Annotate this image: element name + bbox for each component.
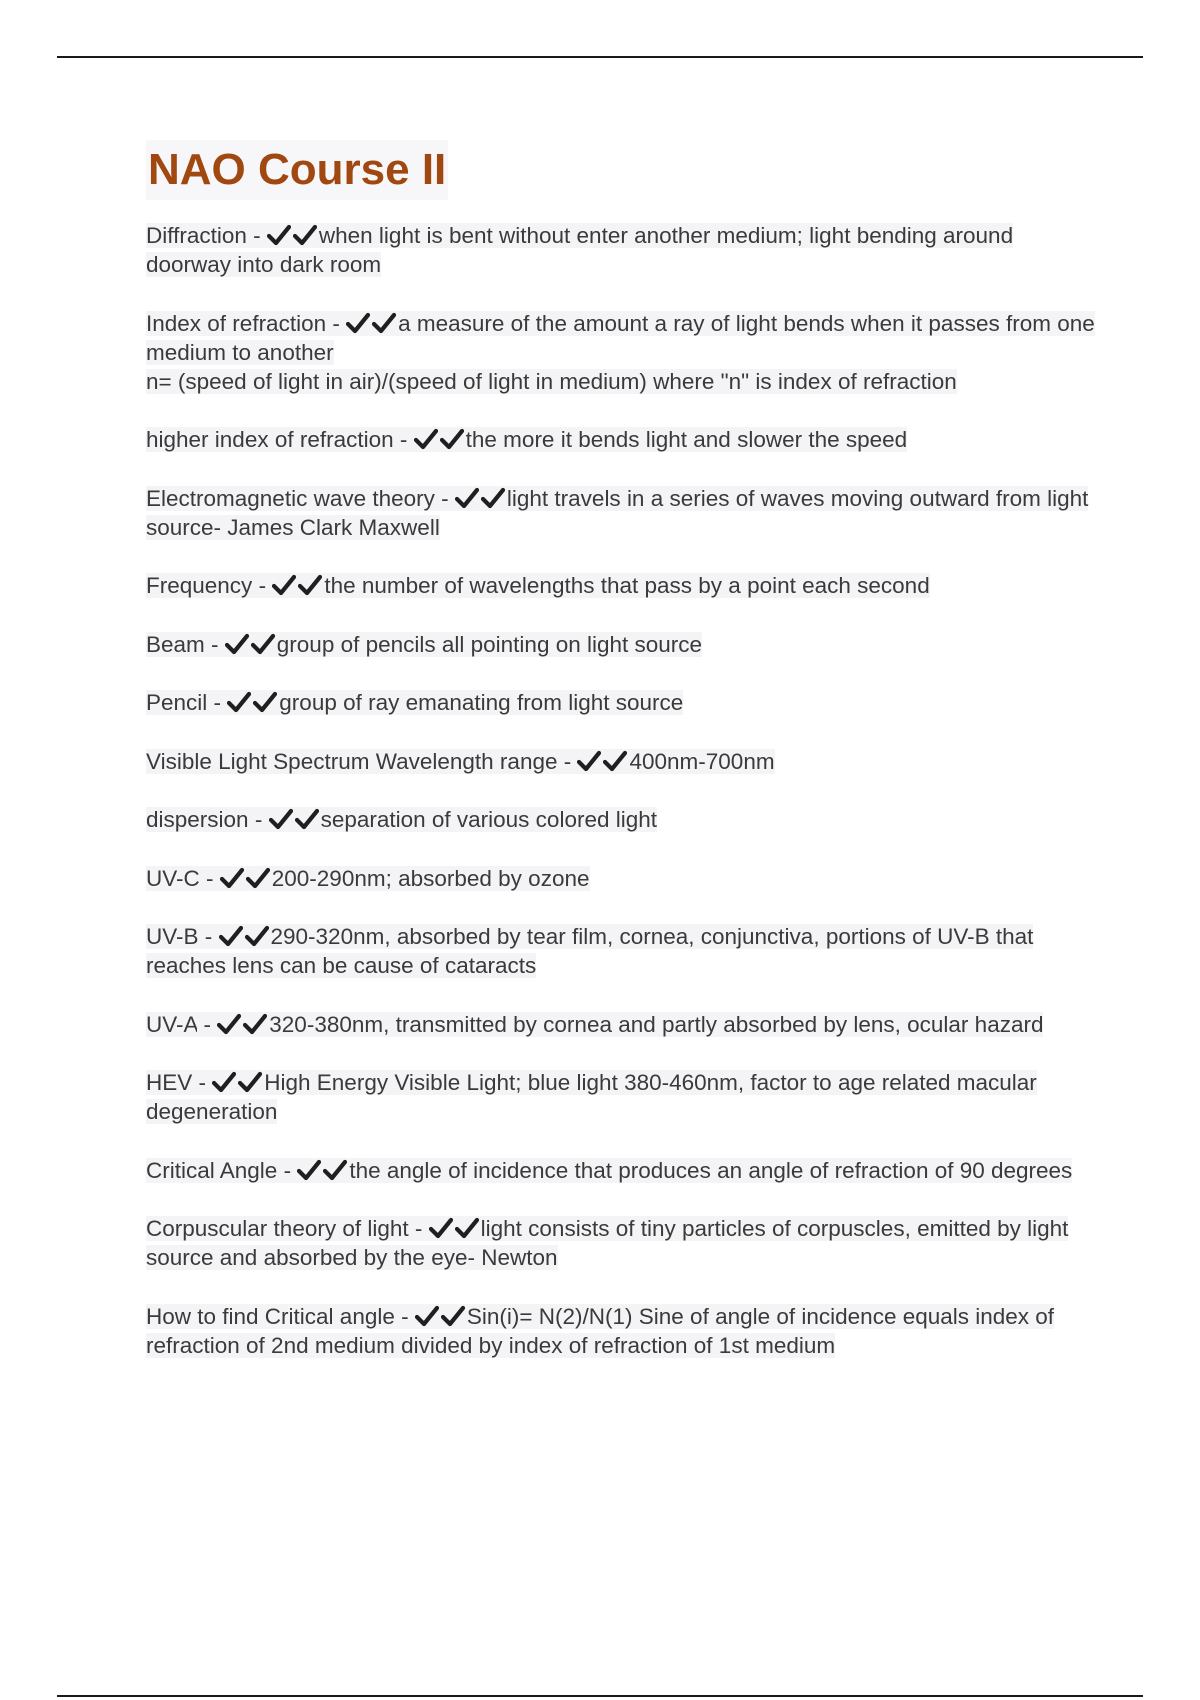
check-icon bbox=[246, 867, 272, 889]
entry-term: Beam bbox=[146, 631, 205, 657]
flashcard-entry bbox=[146, 747, 1096, 776]
entry-separator: - bbox=[557, 748, 578, 774]
flashcard-entry bbox=[146, 1010, 1096, 1039]
flashcard-entry bbox=[146, 1156, 1096, 1185]
entry-definition: 400nm-700nm bbox=[629, 748, 775, 774]
double-check-marks bbox=[217, 1012, 269, 1037]
check-icon bbox=[225, 633, 251, 655]
entry-term: UV-A bbox=[146, 1011, 198, 1037]
entry-definition: group of ray emanating from light source bbox=[279, 690, 684, 715]
check-icon bbox=[267, 224, 293, 246]
entry-term: UV-C bbox=[146, 865, 200, 891]
entry-separator: - bbox=[394, 1303, 415, 1329]
check-icon bbox=[243, 1013, 269, 1035]
double-check-marks bbox=[297, 1158, 349, 1183]
entry-term: Critical Angle bbox=[146, 1157, 278, 1183]
entry-term: Index of refraction bbox=[146, 310, 327, 336]
entry-term: dispersion bbox=[146, 807, 249, 832]
flashcard-entry bbox=[146, 571, 1096, 600]
flashcard-entry bbox=[146, 1068, 1096, 1126]
flashcard-entry bbox=[146, 630, 1096, 659]
entry-definition: 320-380nm, transmitted by cornea and partly absorbed by lens, ocular hazard bbox=[269, 1011, 1044, 1037]
check-icon bbox=[481, 487, 507, 509]
entry-separator: - bbox=[326, 310, 347, 336]
flashcard-entry bbox=[146, 922, 1096, 980]
check-icon bbox=[429, 1217, 455, 1239]
entry-definition: Sin(i)= N(2)/N(1) Sine of angle of incidence equals index of refraction of 2nd medium divided by index of refraction of 1st medium bbox=[146, 1303, 1055, 1358]
entry-definition: separation of various colored light bbox=[320, 807, 658, 832]
bottom-rule bbox=[57, 1695, 1143, 1697]
flashcard-entry bbox=[146, 1302, 1096, 1360]
entry-definition: the angle of incidence that produces an angle of refraction of 90 degrees bbox=[349, 1157, 1073, 1183]
check-icon bbox=[245, 925, 271, 947]
check-icon bbox=[212, 1071, 238, 1093]
flashcard-entry bbox=[146, 484, 1096, 542]
check-icon bbox=[441, 1305, 467, 1327]
check-icon bbox=[220, 867, 246, 889]
flashcard-entry bbox=[146, 688, 1096, 717]
entry-definition: light travels in a series of waves moving outward from light source- James Clark Maxwell bbox=[146, 485, 1089, 540]
entry-term: Diffraction bbox=[146, 223, 247, 248]
entry-term: How to find Critical angle bbox=[146, 1303, 395, 1329]
check-icon bbox=[219, 925, 245, 947]
flashcard-entry bbox=[146, 805, 1096, 834]
double-check-marks bbox=[346, 311, 398, 336]
entry-definition: 290-320nm, absorbed by tear film, cornea, conjunctiva, portions of UV-B that reaches lens can be cause of cataracts bbox=[146, 924, 1034, 978]
document-body bbox=[146, 140, 1096, 1389]
flashcard-entry bbox=[146, 221, 1096, 279]
entry-term: Corpuscular theory of light bbox=[146, 1216, 409, 1241]
double-check-marks bbox=[415, 1304, 467, 1329]
entry-separator: - bbox=[252, 573, 273, 598]
double-check-marks bbox=[267, 223, 319, 248]
entry-definition: light consists of tiny particles of corpuscles, emitted by light source and absorbed by the eye- Newton bbox=[146, 1216, 1069, 1270]
entry-term: UV-B bbox=[146, 924, 199, 949]
entry-definition: 200-290nm; absorbed by ozone bbox=[271, 865, 590, 891]
double-check-marks bbox=[269, 807, 321, 832]
entry-separator: - bbox=[246, 223, 267, 248]
entry-separator: - bbox=[192, 1070, 213, 1095]
entry-separator: - bbox=[204, 631, 225, 657]
check-icon bbox=[238, 1071, 264, 1093]
check-icon bbox=[455, 1217, 481, 1239]
entry-definition: the number of wavelengths that pass by a point each second bbox=[324, 573, 930, 598]
entry-separator: - bbox=[248, 807, 269, 832]
double-check-marks bbox=[219, 924, 271, 949]
double-check-marks bbox=[272, 573, 324, 598]
entry-separator: - bbox=[199, 865, 220, 891]
entry-formula: n= (speed of light in air)/(speed of light in medium) where "n" is index of refraction bbox=[146, 368, 957, 394]
entry-definition: High Energy Visible Light; blue light 380-460nm, factor to age related macular degeneration bbox=[146, 1070, 1037, 1124]
entry-term: Frequency bbox=[146, 573, 253, 598]
double-check-marks bbox=[429, 1216, 481, 1241]
flashcard-entry bbox=[146, 425, 1096, 454]
entry-list bbox=[146, 221, 1096, 1360]
entry-term: Visible Light Spectrum Wavelength range bbox=[146, 748, 558, 774]
check-icon bbox=[217, 1013, 243, 1035]
double-check-marks bbox=[220, 866, 272, 891]
page-title: NAO Course II bbox=[146, 140, 448, 200]
entry-definition: a measure of the amount a ray of light bends when it passes from one medium to another bbox=[146, 310, 1095, 365]
entry-term: Electromagnetic wave theory bbox=[146, 485, 435, 511]
entry-separator: - bbox=[197, 1011, 218, 1037]
check-icon bbox=[372, 312, 398, 334]
check-icon bbox=[297, 1159, 323, 1181]
double-check-marks bbox=[212, 1070, 264, 1095]
double-check-marks bbox=[577, 749, 629, 774]
entry-term: higher index of refraction bbox=[146, 427, 394, 452]
check-icon bbox=[603, 750, 629, 772]
double-check-marks bbox=[225, 632, 277, 657]
double-check-marks bbox=[455, 486, 507, 511]
check-icon bbox=[293, 224, 319, 246]
double-check-marks bbox=[414, 427, 466, 452]
entry-definition: the more it bends light and slower the speed bbox=[465, 427, 908, 452]
check-icon bbox=[323, 1159, 349, 1181]
entry-separator: - bbox=[408, 1216, 429, 1241]
entry-term: Pencil bbox=[146, 690, 208, 715]
flashcard-entry bbox=[146, 309, 1096, 396]
check-icon bbox=[440, 428, 466, 450]
top-rule bbox=[57, 56, 1143, 58]
check-icon bbox=[346, 312, 372, 334]
check-icon bbox=[415, 1305, 441, 1327]
entry-separator: - bbox=[207, 690, 228, 715]
check-icon bbox=[577, 750, 603, 772]
entry-definition: when light is bent without enter another medium; light bending around doorway into dark room bbox=[146, 223, 1014, 277]
entry-separator: - bbox=[198, 924, 219, 949]
check-icon bbox=[269, 808, 295, 830]
entry-definition: group of pencils all pointing on light source bbox=[276, 631, 703, 657]
check-icon bbox=[298, 574, 324, 596]
check-icon bbox=[455, 487, 481, 509]
check-icon bbox=[414, 428, 440, 450]
double-check-marks bbox=[227, 690, 279, 715]
flashcard-entry bbox=[146, 1214, 1096, 1272]
entry-separator: - bbox=[393, 427, 414, 452]
check-icon bbox=[253, 691, 279, 713]
entry-separator: - bbox=[277, 1157, 298, 1183]
entry-term: HEV bbox=[146, 1070, 193, 1095]
check-icon bbox=[295, 808, 321, 830]
check-icon bbox=[272, 574, 298, 596]
entry-separator: - bbox=[434, 485, 455, 511]
flashcard-entry bbox=[146, 864, 1096, 893]
check-icon bbox=[227, 691, 253, 713]
check-icon bbox=[251, 633, 277, 655]
